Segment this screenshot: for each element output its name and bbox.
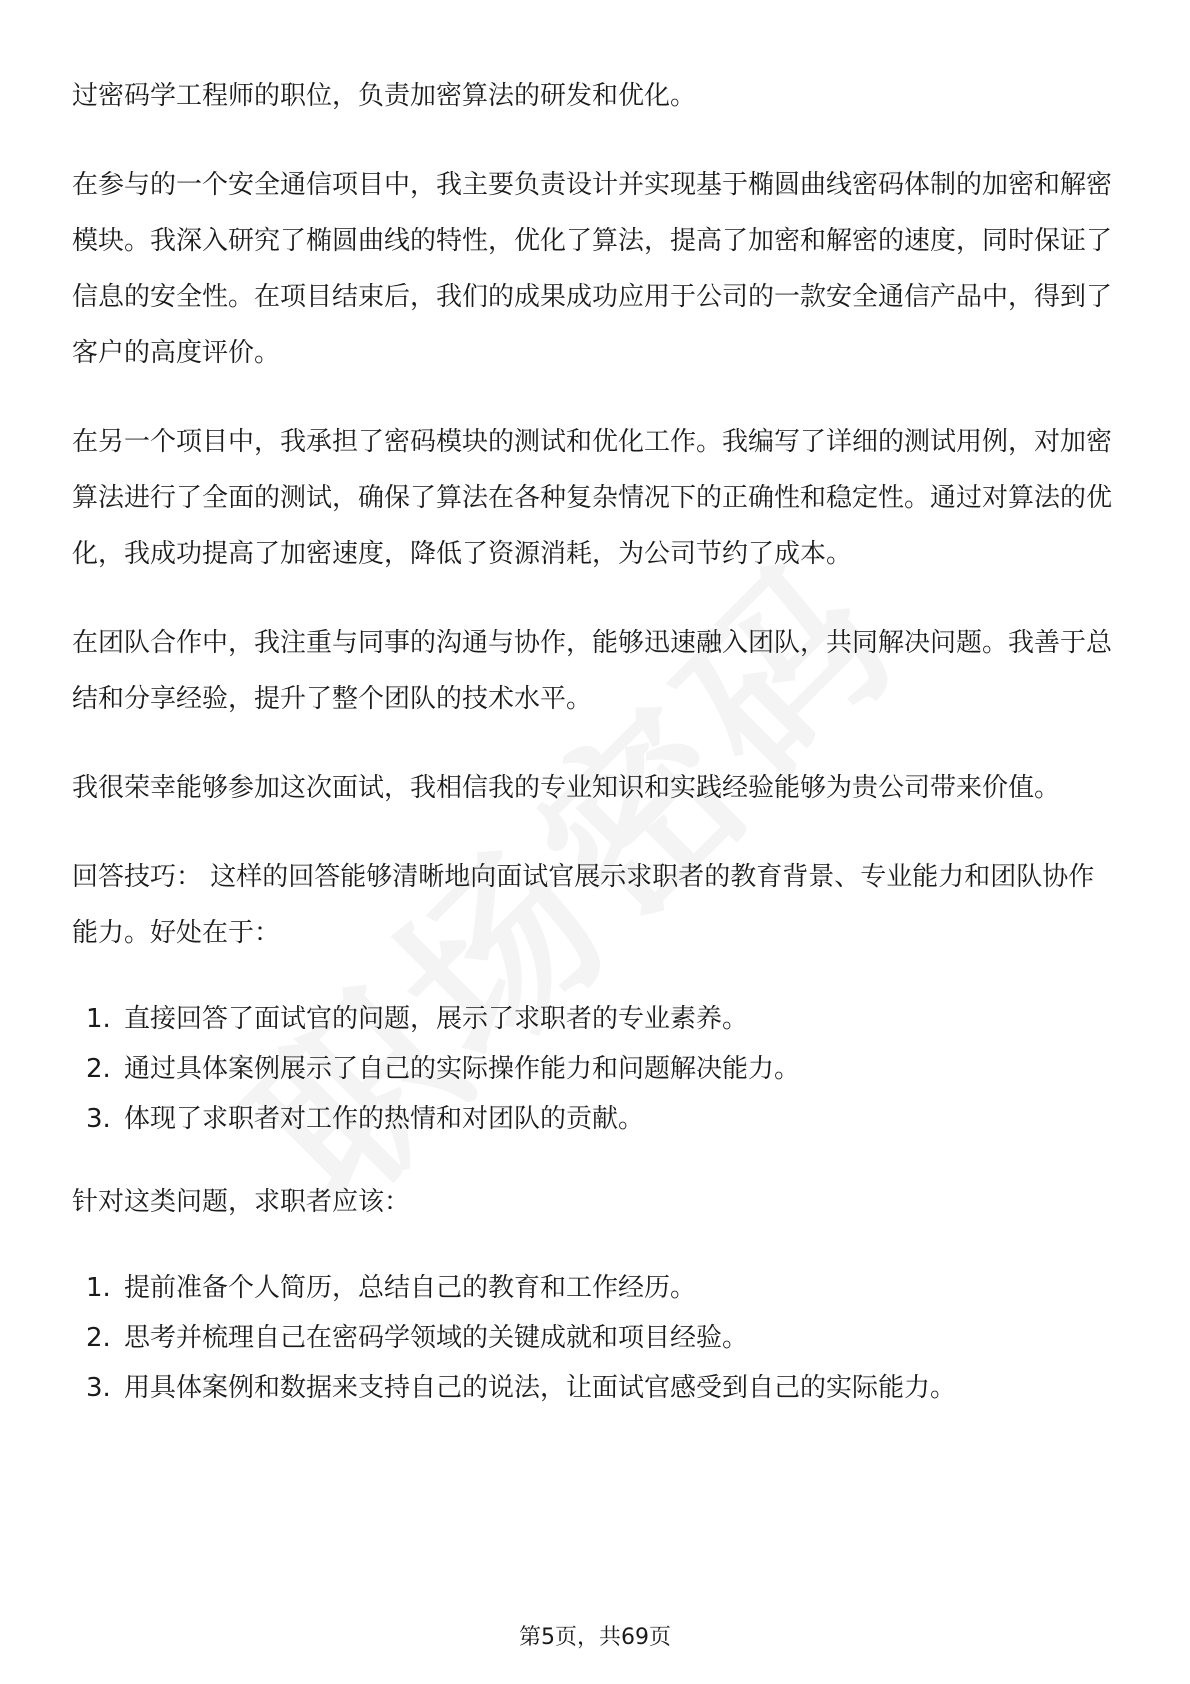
list-number: 3. xyxy=(86,1104,111,1134)
list-number: 3. xyxy=(86,1373,111,1403)
list-item xyxy=(86,1044,1120,1094)
list-item xyxy=(86,994,1120,1044)
paragraph-closing: 我很荣幸能够参加这次面试，我相信我的专业知识和实践经验能够为贵公司带来价值。 xyxy=(72,773,1061,803)
list-text: 思考并梳理自己在密码学领域的关键成就和项目经验。 xyxy=(124,1323,749,1353)
page-footer: 第5页，共69页 xyxy=(519,1625,671,1650)
paragraph-teamwork: 在团队合作中，我注重与同事的沟通与协作，能够迅速融入团队，共同解决问题。我善于总结和分享经验，提升了整个团队的技术水平。 xyxy=(72,628,1113,714)
list-number: 1. xyxy=(86,1004,111,1034)
list-text: 提前准备个人简历，总结自己的教育和工作经历。 xyxy=(124,1273,697,1303)
list-item xyxy=(86,1313,1120,1363)
benefits-list xyxy=(72,994,1120,1144)
paragraph-project-2: 在另一个项目中，我承担了密码模块的测试和优化工作。我编写了详细的测试用例，对加密算法进行了全面的测试，确保了算法在各种复杂情况下的正确性和稳定性。通过对算法的优化，我成功提高了加密速度，降低了资源消耗，为公司节约了成本。 xyxy=(72,427,1113,569)
list-text: 体现了求职者对工作的热情和对团队的贡献。 xyxy=(124,1104,645,1134)
list-number: 1. xyxy=(86,1273,111,1303)
list-text: 直接回答了面试官的问题，展示了求职者的专业素养。 xyxy=(124,1004,749,1034)
paragraph-intro: 过密码学工程师的职位，负责加密算法的研发和优化。 xyxy=(72,81,697,111)
advice-list xyxy=(72,1263,1120,1413)
list-item xyxy=(86,1094,1120,1144)
list-number: 2. xyxy=(86,1054,111,1084)
list-text: 通过具体案例展示了自己的实际操作能力和问题解决能力。 xyxy=(124,1054,801,1084)
document-body xyxy=(72,68,1120,1443)
list-text: 用具体案例和数据来支持自己的说法，让面试官感受到自己的实际能力。 xyxy=(124,1373,957,1403)
list-item xyxy=(86,1363,1120,1413)
paragraph-advice-intro: 针对这类问题，求职者应该： xyxy=(72,1187,411,1217)
list-item xyxy=(86,1263,1120,1313)
list-number: 2. xyxy=(86,1323,111,1353)
paragraph-tips: 回答技巧： 这样的回答能够清晰地向面试官展示求职者的教育背景、专业能力和团队协作能力。好处在于： xyxy=(72,862,1095,948)
paragraph-project-1: 在参与的一个安全通信项目中，我主要负责设计并实现基于椭圆曲线密码体制的加密和解密模块。我深入研究了椭圆曲线的特性，优化了算法，提高了加密和解密的速度，同时保证了信息的安全性。在项目结束后，我们的成果成功应用于公司的一款安全通信产品中，得到了客户的高度评价。 xyxy=(72,170,1113,368)
